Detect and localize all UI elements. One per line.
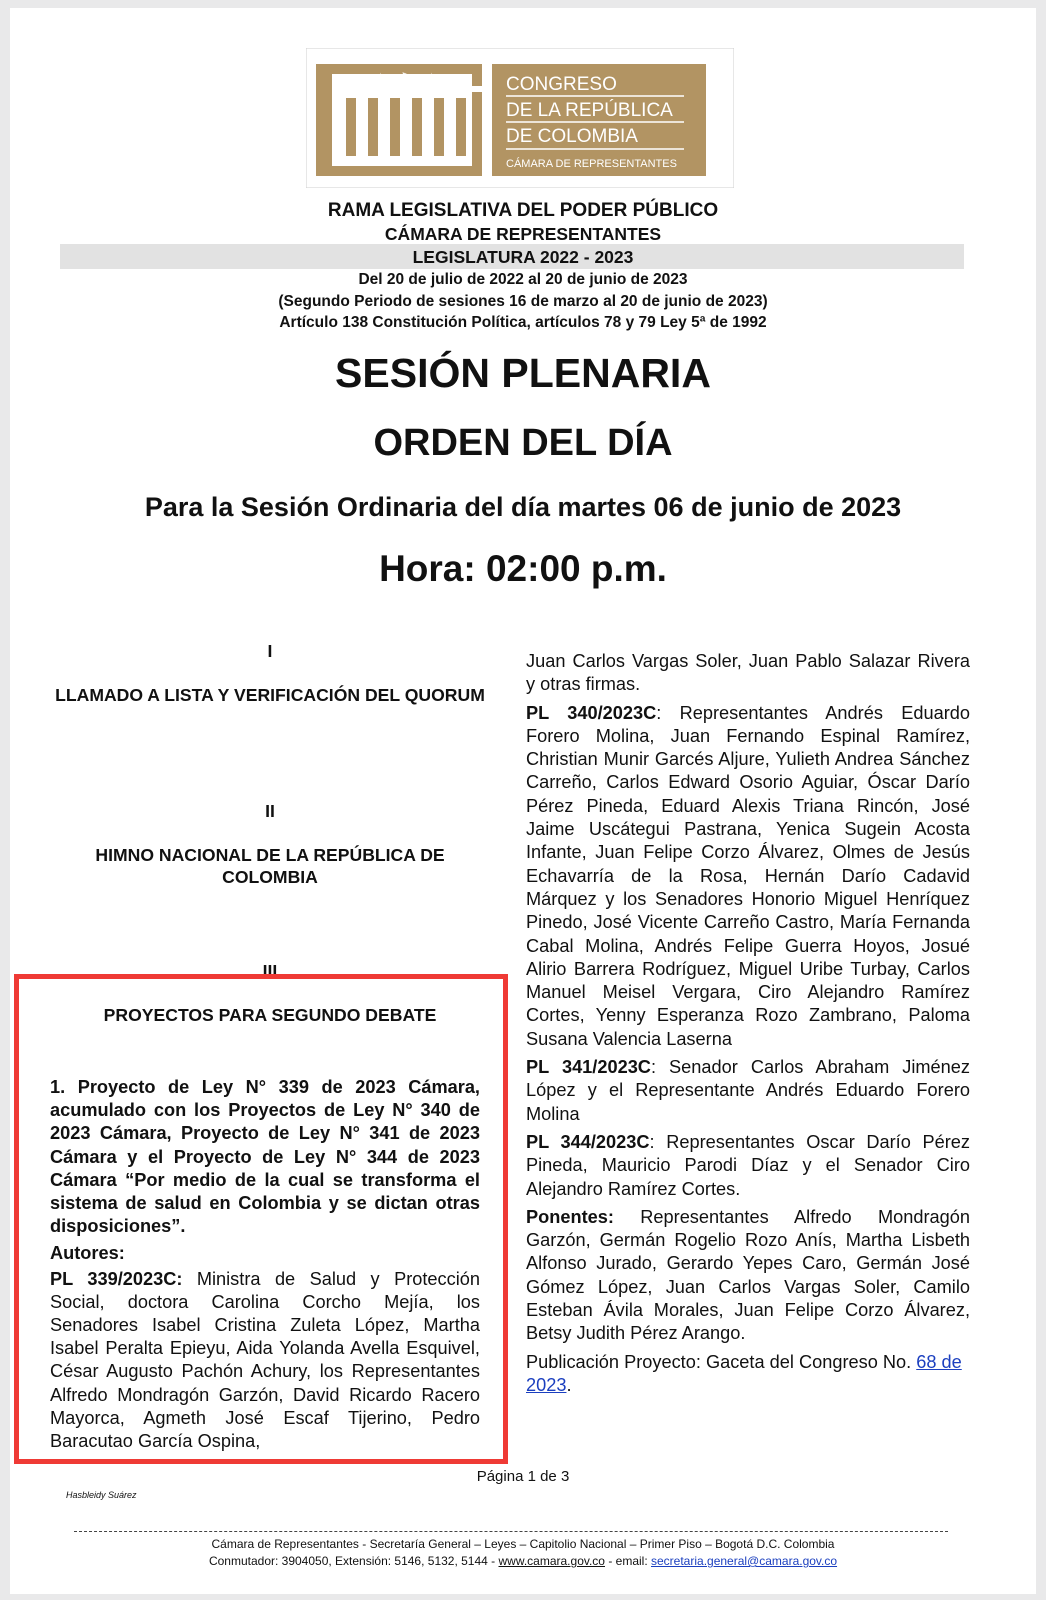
svg-text:CONGRESO: CONGRESO: [506, 74, 617, 95]
pl339-label: PL 339/2023C:: [50, 1268, 183, 1289]
legislatura: LEGISLATURA 2022 - 2023: [412, 247, 634, 267]
autores-label: Autores:: [50, 1243, 125, 1264]
header-dates: Del 20 de julio de 2022 al 20 de junio de 2023: [358, 271, 688, 288]
pl340-authors: [526, 702, 970, 1051]
footer-address: Cámara de Representantes - Secretaría General – Leyes – Capitolio Nacional – Primer Piso – Bogotá D.C. Colombia: [211, 1537, 835, 1551]
page-number: Página 1 de 3: [476, 1468, 570, 1485]
header-articulo: Artículo 138 Constitución Política, artículos 78 y 79 Ley 5ª de 1992: [279, 314, 767, 331]
section-3-title: PROYECTOS PARA SEGUNDO DEBATE: [103, 1005, 437, 1025]
document-page: [10, 8, 1036, 1594]
svg-text:DE COLOMBIA: DE COLOMBIA: [506, 126, 638, 147]
pl341-label: PL 341/2023C: [526, 1057, 651, 1078]
highlight-box: [14, 974, 508, 1464]
header-periodo: (Segundo Periodo de sesiones 16 de marzo al 20 de junio de 2023): [278, 293, 768, 310]
item-1-heading: 1. Proyecto de Ley N° 339 de 2023 Cámara, acumulado con los Proyectos de Ley N° 340 de 2023 Cámara, Proyecto de Ley N° 341 de 2023 Cámara y el Proyecto de Ley N° 344 de 2023 Cámara “Por medio de la cual se transforma el sistema de salud en Colombia y se dictan otras disposiciones”.: [50, 1077, 480, 1237]
svg-text:DE LA REPÚBLICA: DE LA REPÚBLICA: [506, 100, 673, 121]
section-1-number: I: [267, 641, 273, 661]
header-line-2: CÁMARA DE REPRESENTANTES: [384, 224, 662, 244]
pl344-authors: [526, 1131, 970, 1201]
right-column: [526, 650, 970, 1402]
title-sesion-plenaria: SESIÓN PLENARIA: [335, 350, 711, 396]
section-1-title: LLAMADO A LISTA Y VERIFICACIÓN DEL QUORUM: [55, 685, 485, 705]
pl340-text: : Representantes Andrés Eduardo Forero Molina, Juan Fernando Espinal Ramírez, Christian Munir Garcés Aljure, Yulieth Andrea Sánchez Carreño, Carlos Edward Osorio Aguiar, Óscar Darío Pérez Pineda, Eduard Alexis Triana Rincón, José Jaime Uscátegui Pastrana, Yenica Sugein Acosta Infante, Juan Felipe Corzo Álvarez, Olmes de Jesús Echavarría de la Rosa, Hernán Darío Cadavid Márquez y los Senadores Honorio Miguel Henríquez Pinedo, José Vicente Carreño Castro, María Fernanda Cabal Molina, Andrés Felipe Guerra Hoyos, Josué Alirio Barrera Rodríguez, Miguel Uribe Turbay, Carlos Manuel Meisel Vergara, Ciro Alejandro Ramírez Cortes, Yenny Esperanza Rozo Zambrano, Paloma Susana Valencia Laserna: [526, 702, 970, 1049]
footer-email-label: - email:: [604, 1554, 651, 1568]
ponentes-text: Representantes Alfredo Mondragón Garzón, Germán Rogelio Rozo Anís, Martha Lisbeth Alfonso Jurado, Gerardo Yepes Caro, Germán José Gómez López, Juan Carlos Vargas Soler, Camilo Esteban Ávila Morales, Juan Felipe Corzo Álvarez, Betsy Judith Pérez Arango.: [526, 1206, 970, 1344]
section-3-number: III: [262, 961, 278, 981]
section-2-number: II: [265, 801, 275, 821]
initials: Hasbleidy Suárez: [66, 1490, 137, 1500]
svg-text:· ✶ · ⚑ · ✶ ·: · ✶ · ⚑ · ✶ ·: [366, 71, 447, 87]
email-link[interactable]: secretaria.general@camara.gov.co: [651, 1554, 838, 1568]
congreso-logo: [306, 48, 734, 188]
publicacion-end: .: [566, 1374, 572, 1395]
gaceta-link[interactable]: 68 de 2023: [526, 1351, 962, 1395]
session-time: Hora: 02:00 p.m.: [379, 548, 667, 589]
footer-phone: Conmutador: 3904050, Extensión: 5146, 5132, 5144 -: [208, 1554, 499, 1568]
header-line-1: RAMA LEGISLATIVA DEL PODER PÚBLICO: [327, 200, 719, 221]
title-orden-del-dia: ORDEN DEL DÍA: [373, 422, 673, 464]
publicacion: [526, 1351, 970, 1398]
section-2-title: HIMNO NACIONAL DE LA REPÚBLICA DE COLOMBIA: [95, 845, 445, 887]
pl341-text: : Senador Carlos Abraham Jiménez López y el Representante Andrés Eduardo Forero Molina: [526, 1057, 970, 1124]
pl344-label: PL 344/2023C: [526, 1131, 650, 1152]
pl339-text: Ministra de Salud y Protección Social, doctora Carolina Corcho Mejía, los Senadores Isabel Cristina Zuleta López, Martha Isabel Peralta Epieyu, Aida Yolanda Avella Esquivel, César Augusto Pachón Achury, los Representantes Alfredo Mondragón Garzón, David Ricardo Racero Mayorca, Agmeth José Escaf Tijerino, Pedro Baracutao García Ospina,: [50, 1268, 481, 1452]
ponentes: [526, 1206, 970, 1346]
pl339-continuation: Juan Carlos Vargas Soler, Juan Pablo Salazar Rivera y otras firmas.: [526, 651, 970, 695]
publicacion-text: Publicación Proyecto: Gaceta del Congreso No.: [526, 1351, 917, 1372]
footer-divider: [74, 1531, 948, 1532]
pl340-label: PL 340/2023C: [526, 702, 657, 723]
footer-contact: [10, 1554, 1036, 1568]
ponentes-label: Ponentes:: [526, 1206, 614, 1227]
pl344-text: : Representantes Oscar Darío Pérez Pineda, Mauricio Parodi Díaz y el Senador Ciro Alejandro Ramírez Cortes.: [526, 1131, 970, 1199]
session-date: Para la Sesión Ordinaria del día martes 06 de junio de 2023: [144, 492, 902, 522]
website-link[interactable]: www.camara.gov.co: [498, 1554, 605, 1568]
pl341-authors: [526, 1056, 970, 1126]
capitol-icon: [306, 48, 734, 188]
svg-text:CÁMARA DE REPRESENTANTES: CÁMARA DE REPRESENTANTES: [506, 158, 677, 170]
